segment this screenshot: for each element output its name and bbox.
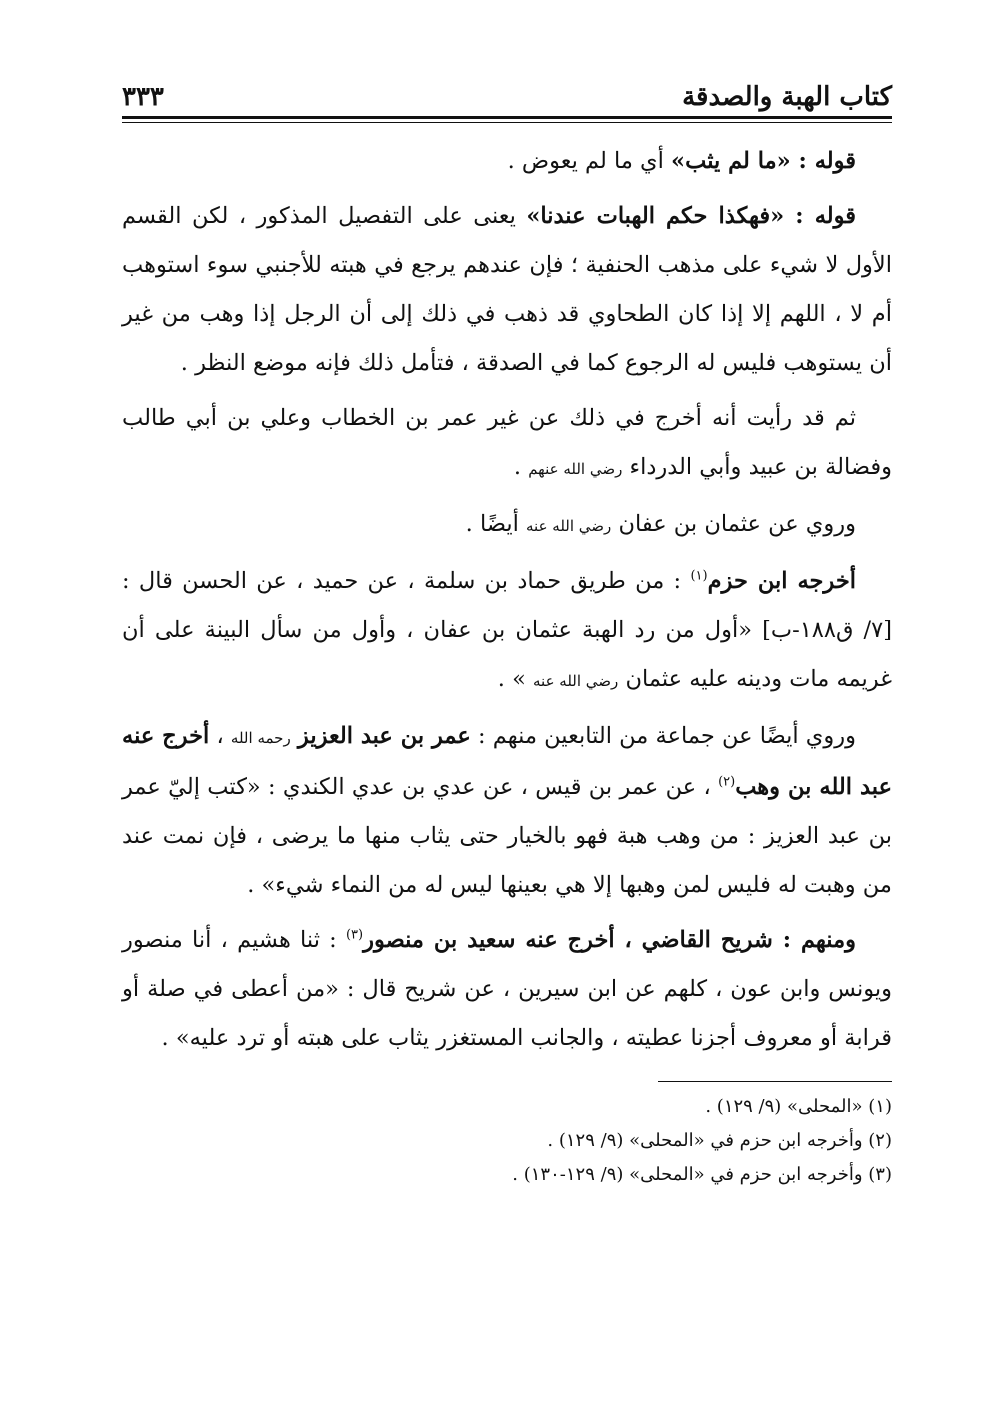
- paragraph-text: : ثنا هشيم ، أنا منصور ويونس وابن عون ، كلهم عن ابن سيرين ، عن شريح قال : «من أعطى في صلة أو قرابة أو معروف أجزنا عطيته ، والجانب المستغزر يثاب على هبته أو ترد عليه» .: [122, 927, 892, 1051]
- footnote: (٣) وأخرجه ابن حزم في «المحلى» (٩/ ١٢٩-١٣٠) .: [512, 1164, 892, 1185]
- paragraph-lead: قوله : «فهكذا حكم الهبات عندنا»: [526, 203, 857, 229]
- footnotes: [122, 1090, 892, 1192]
- paragraph-text: أي ما لم يعوض .: [507, 148, 672, 174]
- honorific-glyph: رضي الله عنه: [533, 672, 619, 690]
- paragraph-lead: أخرجه ابن حزم: [707, 568, 857, 594]
- honorific-glyph: رحمه الله: [230, 729, 291, 747]
- page-number: ٣٣٣: [122, 82, 164, 112]
- paragraph-text-2: ،: [209, 723, 231, 749]
- honorific-glyph: رضي الله عنهم: [528, 460, 623, 478]
- paragraph-lead: ومنهم : شريح القاضي ، أخرج عنه سعيد بن منصور: [363, 927, 856, 953]
- paragraph-lead-2: أخرج عنه عبد الله بن وهب: [122, 723, 893, 800]
- paragraph: [122, 916, 892, 1063]
- paragraph: [122, 500, 892, 551]
- header-rule-thin: [122, 122, 892, 123]
- paragraph-tail: أيضًا .: [465, 511, 526, 537]
- paragraph-lead: عمر بن عبد العزيز: [297, 723, 471, 749]
- paragraph-tail: .: [513, 454, 529, 480]
- footnote-ref[interactable]: (١): [690, 568, 708, 584]
- honorific-glyph: رضي الله عنه: [526, 517, 612, 535]
- paragraph: [122, 394, 892, 494]
- footnote-ref[interactable]: (٢): [718, 774, 736, 790]
- paragraph-tail: ، عن عمر بن قيس ، عن عدي بن عدي الكندي : «كتب إليّ عمر بن عبد العزيز : من وهب هبة فهو بالخيار حتى يثاب منها ما يرضى ، فإن نمت عند من وهبت له فليس لمن وهبها إلا هي بعينها ليس له من النماء شيء» .: [122, 774, 892, 898]
- footnote-ref[interactable]: (٣): [345, 927, 364, 943]
- running-title: كتاب الهبة والصدقة: [682, 82, 892, 112]
- footnote: (٢) وأخرجه ابن حزم في «المحلى» (٩/ ١٢٩) .: [547, 1130, 892, 1151]
- paragraph: [122, 557, 892, 706]
- paragraph-text: : من طريق حماد بن سلمة ، عن حميد ، عن الحسن قال : [٧/ ق١٨٨-ب] «أول من رد الهبة عثمان بن عفان ، وأول من سأل البينة على أن غريمه مات ودينه عليه عثمان: [122, 568, 892, 692]
- footnote: (١) «المحلى» (٩/ ١٢٩) .: [705, 1096, 892, 1117]
- paragraph-tail: » .: [497, 666, 533, 692]
- paragraph-text: وروي عن عثمان بن عفان: [618, 511, 856, 537]
- book-page: [122, 58, 892, 1398]
- paragraph: [122, 712, 892, 910]
- paragraph: [122, 192, 892, 388]
- paragraph-text: وروي أيضًا عن جماعة من التابعين منهم :: [470, 723, 856, 749]
- paragraph-lead: قوله : «ما لم يثب»: [671, 148, 856, 174]
- header-rule-thick: [122, 116, 892, 119]
- paragraph-text: يعنى على التفصيل المذكور ، لكن القسم الأول لا شيء على مذهب الحنفية ؛ فإن عندهم يرجع في هبته للأجنبي سوء استوهب أم لا ، اللهم إلا إذا كان الطحاوي قد ذهب في ذلك إلى أن الرجل إذا وهب من غير أن يستوهب فليس له الرجوع كما في الصدقة ، فتأمل ذلك فإنه موضع النظر .: [122, 203, 892, 376]
- main-text: [122, 137, 892, 1063]
- page-header: [122, 58, 892, 114]
- paragraph: [122, 137, 892, 186]
- paragraph-text: ثم قد رأيت أنه أخرج في ذلك عن غير عمر بن الخطاب وعلي بن أبي طالب وفضالة بن عبيد وأبي الدرداء: [122, 405, 892, 480]
- footnote-separator: [658, 1081, 892, 1082]
